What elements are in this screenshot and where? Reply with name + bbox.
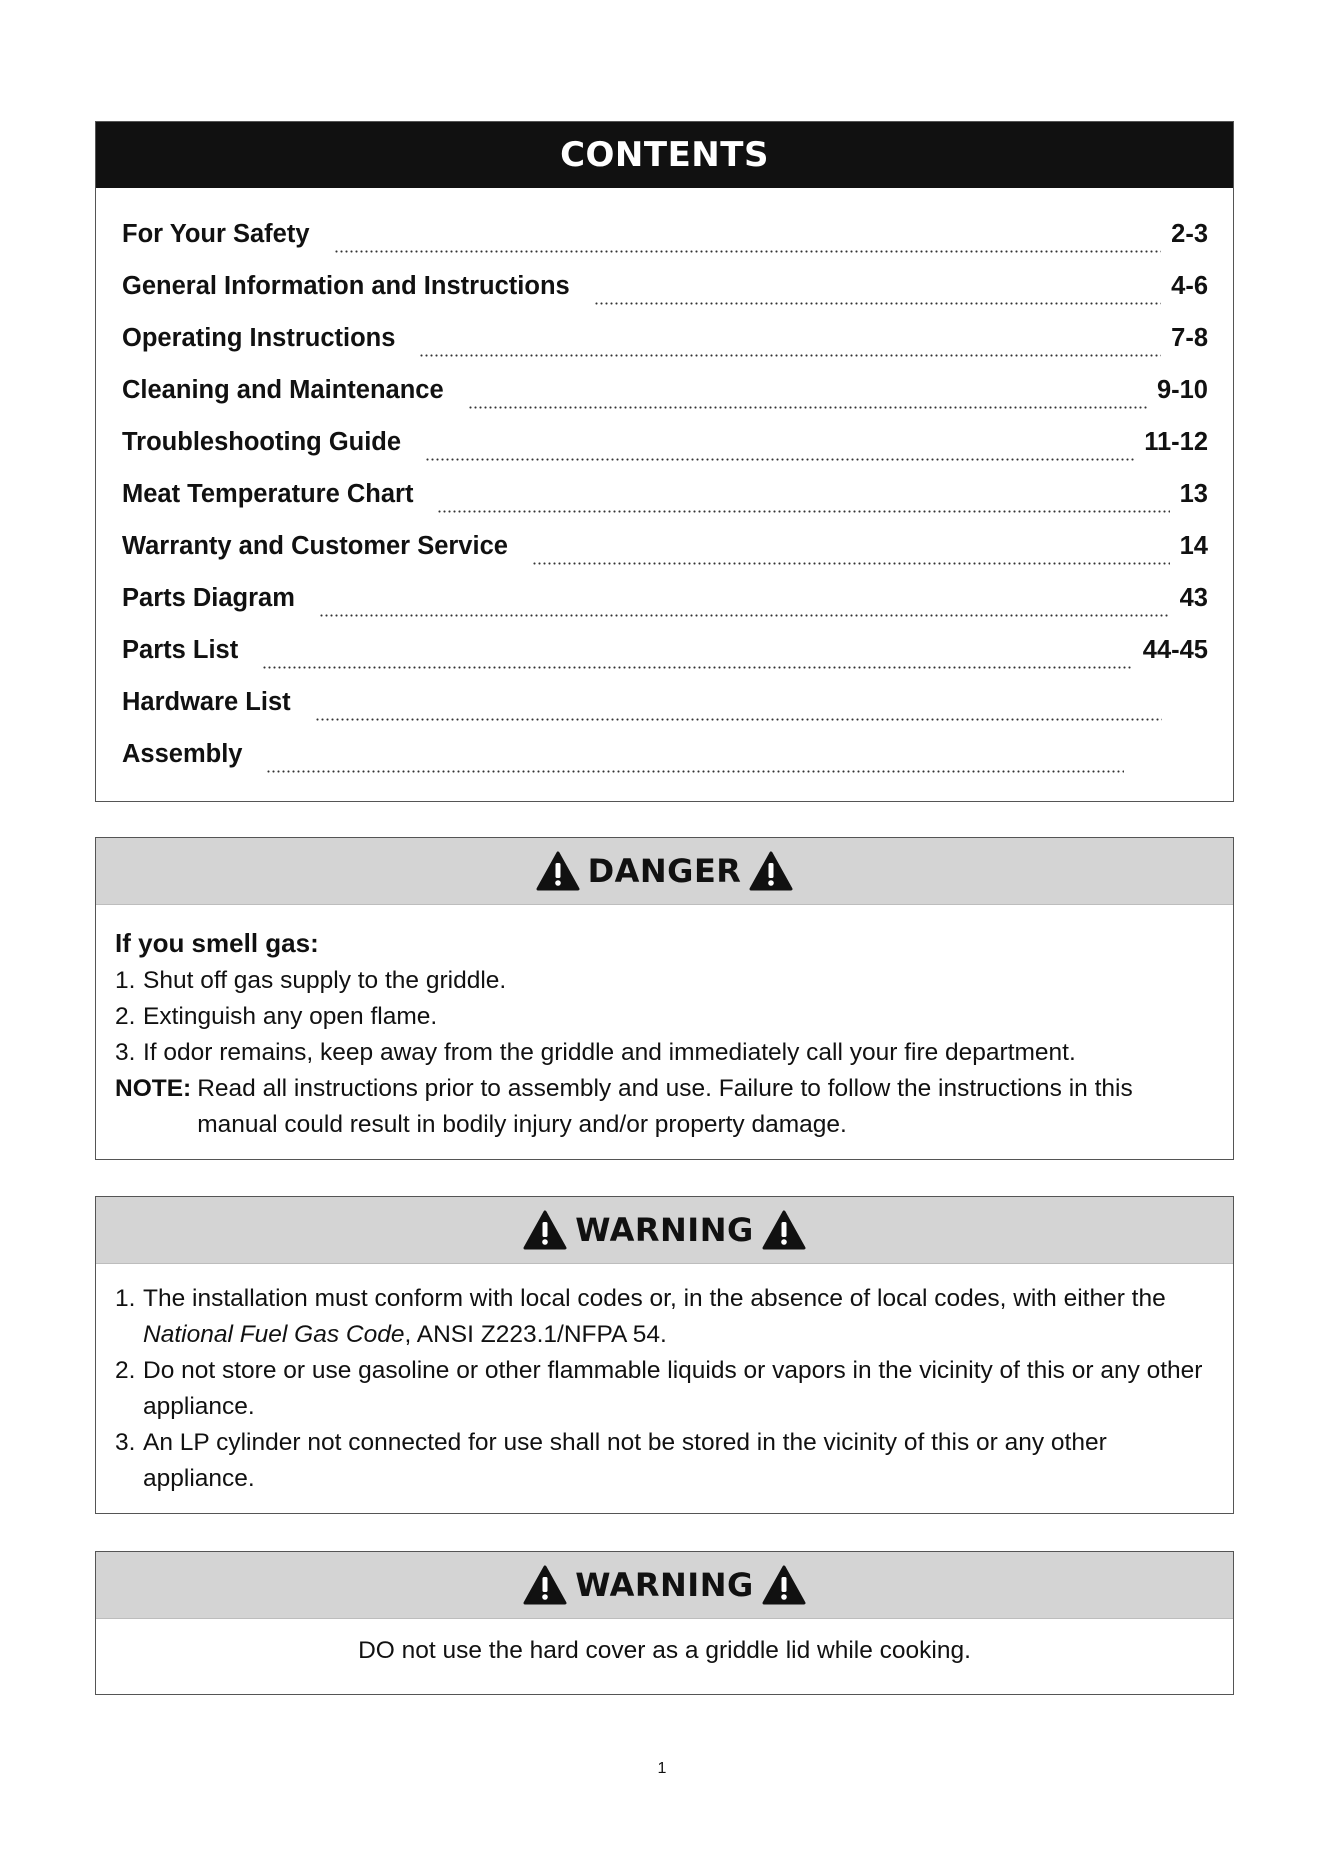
danger-note [115, 1071, 1213, 1143]
item-number: 2. [115, 1003, 136, 1030]
toc-dot-leader [594, 302, 1161, 305]
list-item [115, 963, 1213, 999]
toc-dot-leader [425, 458, 1134, 461]
code-name: National Fuel Gas Code [143, 1321, 405, 1348]
toc-entry-title: Troubleshooting Guide [122, 428, 402, 456]
toc-dot-leader [334, 250, 1162, 253]
list-item [115, 1035, 1213, 1071]
warning-title: WARNING [575, 1211, 754, 1249]
toc-entry-page: 7-8 [1171, 324, 1208, 352]
toc-entry [122, 688, 1208, 740]
toc-dot-leader [266, 770, 1124, 773]
warning-header [96, 1197, 1233, 1264]
warning-body: DO not use the hard cover as a griddle lid while cooking. [358, 1637, 971, 1664]
toc-entry [122, 428, 1208, 480]
toc-entry-page: 43 [1179, 584, 1208, 612]
warning-triangle-icon [523, 1565, 567, 1605]
toc-entry-title: Cleaning and Maintenance [122, 376, 444, 404]
warning-triangle-icon [762, 1210, 806, 1250]
note-text: Read all instructions prior to assembly and use. Failure to follow the instructions in this manual could result in bodily injury and/or property damage. [197, 1075, 1133, 1138]
toc-dot-leader [315, 718, 1162, 721]
toc-entry-page: 4-6 [1171, 272, 1208, 300]
toc-entry-page: 11-12 [1144, 428, 1208, 456]
note-label: NOTE: [115, 1075, 192, 1102]
danger-header [96, 838, 1233, 905]
toc-dot-leader [468, 406, 1147, 409]
toc-entry-page: 13 [1179, 480, 1208, 508]
warning-triangle-icon [523, 1210, 567, 1250]
toc-entry-title: Assembly [122, 740, 243, 768]
toc-entry [122, 480, 1208, 532]
toc-dot-leader [262, 666, 1133, 669]
item-text: Extinguish any open flame. [143, 1003, 438, 1030]
item-text [143, 1281, 1219, 1353]
toc-entry [122, 220, 1208, 272]
toc-entry [122, 740, 1208, 792]
toc-entry [122, 584, 1208, 636]
toc-entry-title: Warranty and Customer Service [122, 532, 508, 560]
toc-entry-title: General Information and Instructions [122, 272, 570, 300]
toc-entry [122, 532, 1208, 584]
toc-entry [122, 324, 1208, 376]
item-text: Do not store or use gasoline or other flammable liquids or vapors in the vicinity of this or any other appliance. [143, 1357, 1203, 1420]
item-number: 3. [115, 1039, 136, 1066]
toc-entry-title: Operating Instructions [122, 324, 396, 352]
item-text: If odor remains, keep away from the griddle and immediately call your fire department. [143, 1039, 1076, 1066]
item-text-part: The installation must conform with local codes or, in the absence of local codes, with either the [143, 1285, 1166, 1312]
contents-title: CONTENTS [96, 122, 1233, 188]
danger-heading: If you smell gas: [115, 928, 319, 958]
table-of-contents [122, 220, 1208, 792]
danger-body [96, 905, 1233, 1143]
page-number: 1 [657, 1760, 667, 1777]
item-text: An LP cylinder not connected for use shall not be stored in the vicinity of this or any other appliance. [143, 1429, 1107, 1492]
danger-box [95, 837, 1234, 1160]
warning-body [96, 1264, 1233, 1497]
list-item [115, 999, 1213, 1035]
warning-triangle-icon [536, 851, 580, 891]
toc-entry-title: For Your Safety [122, 220, 310, 248]
toc-entry [122, 636, 1208, 688]
item-text: Shut off gas supply to the griddle. [143, 967, 507, 994]
toc-dot-leader [419, 354, 1161, 357]
toc-entry-page: 2-3 [1171, 220, 1208, 248]
item-number: 1. [115, 967, 136, 994]
list-item [115, 1281, 1219, 1353]
toc-entry-title: Meat Temperature Chart [122, 480, 414, 508]
toc-dot-leader [319, 614, 1170, 617]
warning-triangle-icon [749, 851, 793, 891]
toc-entry-page: 44-45 [1142, 636, 1208, 664]
item-number: 1. [115, 1285, 136, 1312]
toc-entry-title: Hardware List [122, 688, 291, 716]
item-text-part: , ANSI Z223.1/NFPA 54. [404, 1321, 667, 1348]
danger-title: DANGER [587, 852, 742, 890]
item-number: 2. [115, 1357, 136, 1384]
list-item [115, 1425, 1219, 1497]
item-number: 3. [115, 1429, 136, 1456]
toc-entry [122, 272, 1208, 324]
toc-dot-leader [437, 510, 1169, 513]
contents-box [95, 121, 1234, 802]
toc-entry-page: 14 [1179, 532, 1208, 560]
toc-entry-page: 9-10 [1156, 376, 1208, 404]
warning-box [95, 1551, 1234, 1695]
toc-dot-leader [532, 562, 1170, 565]
warning-box [95, 1196, 1234, 1514]
warning-header [96, 1552, 1233, 1619]
warning-title: WARNING [575, 1566, 754, 1604]
warning-triangle-icon [762, 1565, 806, 1605]
toc-entry-title: Parts Diagram [122, 584, 295, 612]
toc-entry-title: Parts List [122, 636, 239, 664]
toc-entry [122, 376, 1208, 428]
list-item [115, 1353, 1219, 1425]
